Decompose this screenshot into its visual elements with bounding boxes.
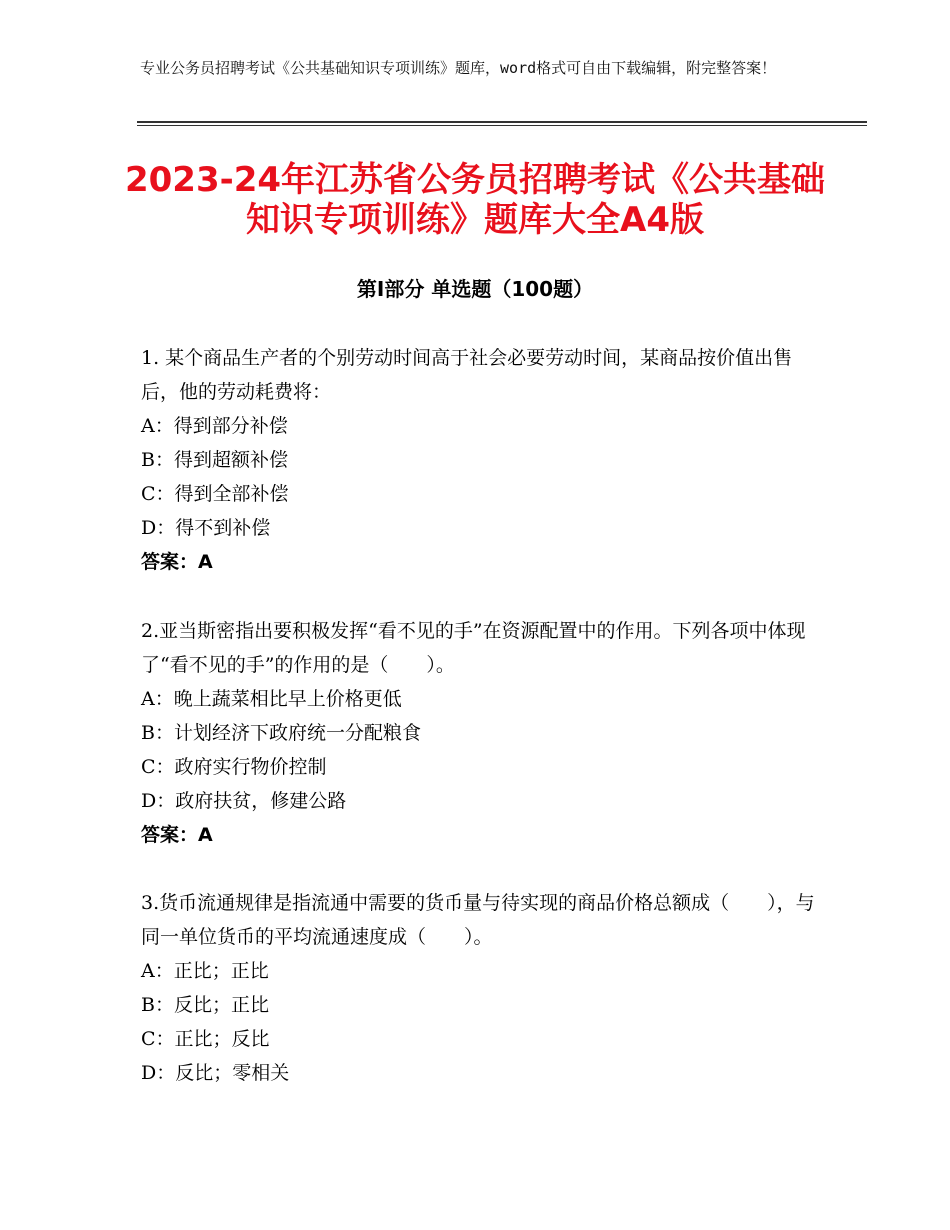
option-a: A：得到部分补偿: [141, 415, 288, 437]
question-3: [141, 886, 821, 1090]
answer: 答案：A: [141, 824, 213, 846]
option-b: B：反比；正比: [141, 994, 269, 1016]
header-divider-thin: [137, 125, 867, 126]
question-2: [141, 614, 821, 852]
option-d: D：得不到补偿: [141, 517, 271, 539]
option-b: B：得到超额补偿: [141, 449, 288, 471]
question-stem: 2.亚当斯密指出要积极发挥“看不见的手”在资源配置中的作用。下列各项中体现了“看不见的手”的作用的是（ ）。: [141, 620, 806, 676]
option-c: C：正比；反比: [141, 1028, 270, 1050]
question-stem: 3.货币流通规律是指流通中需要的货币量与待实现的商品价格总额成（ ），与同一单位货币的平均流通速度成（ ）。: [141, 892, 815, 948]
question-1: [141, 341, 821, 579]
option-c: C：得到全部补偿: [141, 483, 289, 505]
answer: 答案：A: [141, 551, 213, 573]
option-c: C：政府实行物价控制: [141, 756, 327, 778]
document-header: 专业公务员招聘考试《公共基础知识专项训练》题库，word格式可自由下载编辑，附完整答案！: [140, 59, 777, 77]
header-divider-thick: [137, 121, 867, 123]
option-d: D：反比；零相关: [141, 1062, 290, 1084]
option-a: A：晚上蔬菜相比早上价格更低: [141, 688, 402, 710]
option-d: D：政府扶贫，修建公路: [141, 790, 347, 812]
document-title: 2023-24年江苏省公务员招聘考试《公共基础知识专项训练》题库大全A4版: [124, 160, 826, 240]
option-b: B：计划经济下政府统一分配粮食: [141, 722, 421, 744]
option-a: A：正比；正比: [141, 960, 269, 982]
question-stem: 1. 某个商品生产者的个别劳动时间高于社会必要劳动时间，某商品按价值出售后，他的劳动耗费将：: [141, 347, 793, 403]
section-heading: 第Ⅰ部分 单选题（100题）: [356, 277, 594, 301]
